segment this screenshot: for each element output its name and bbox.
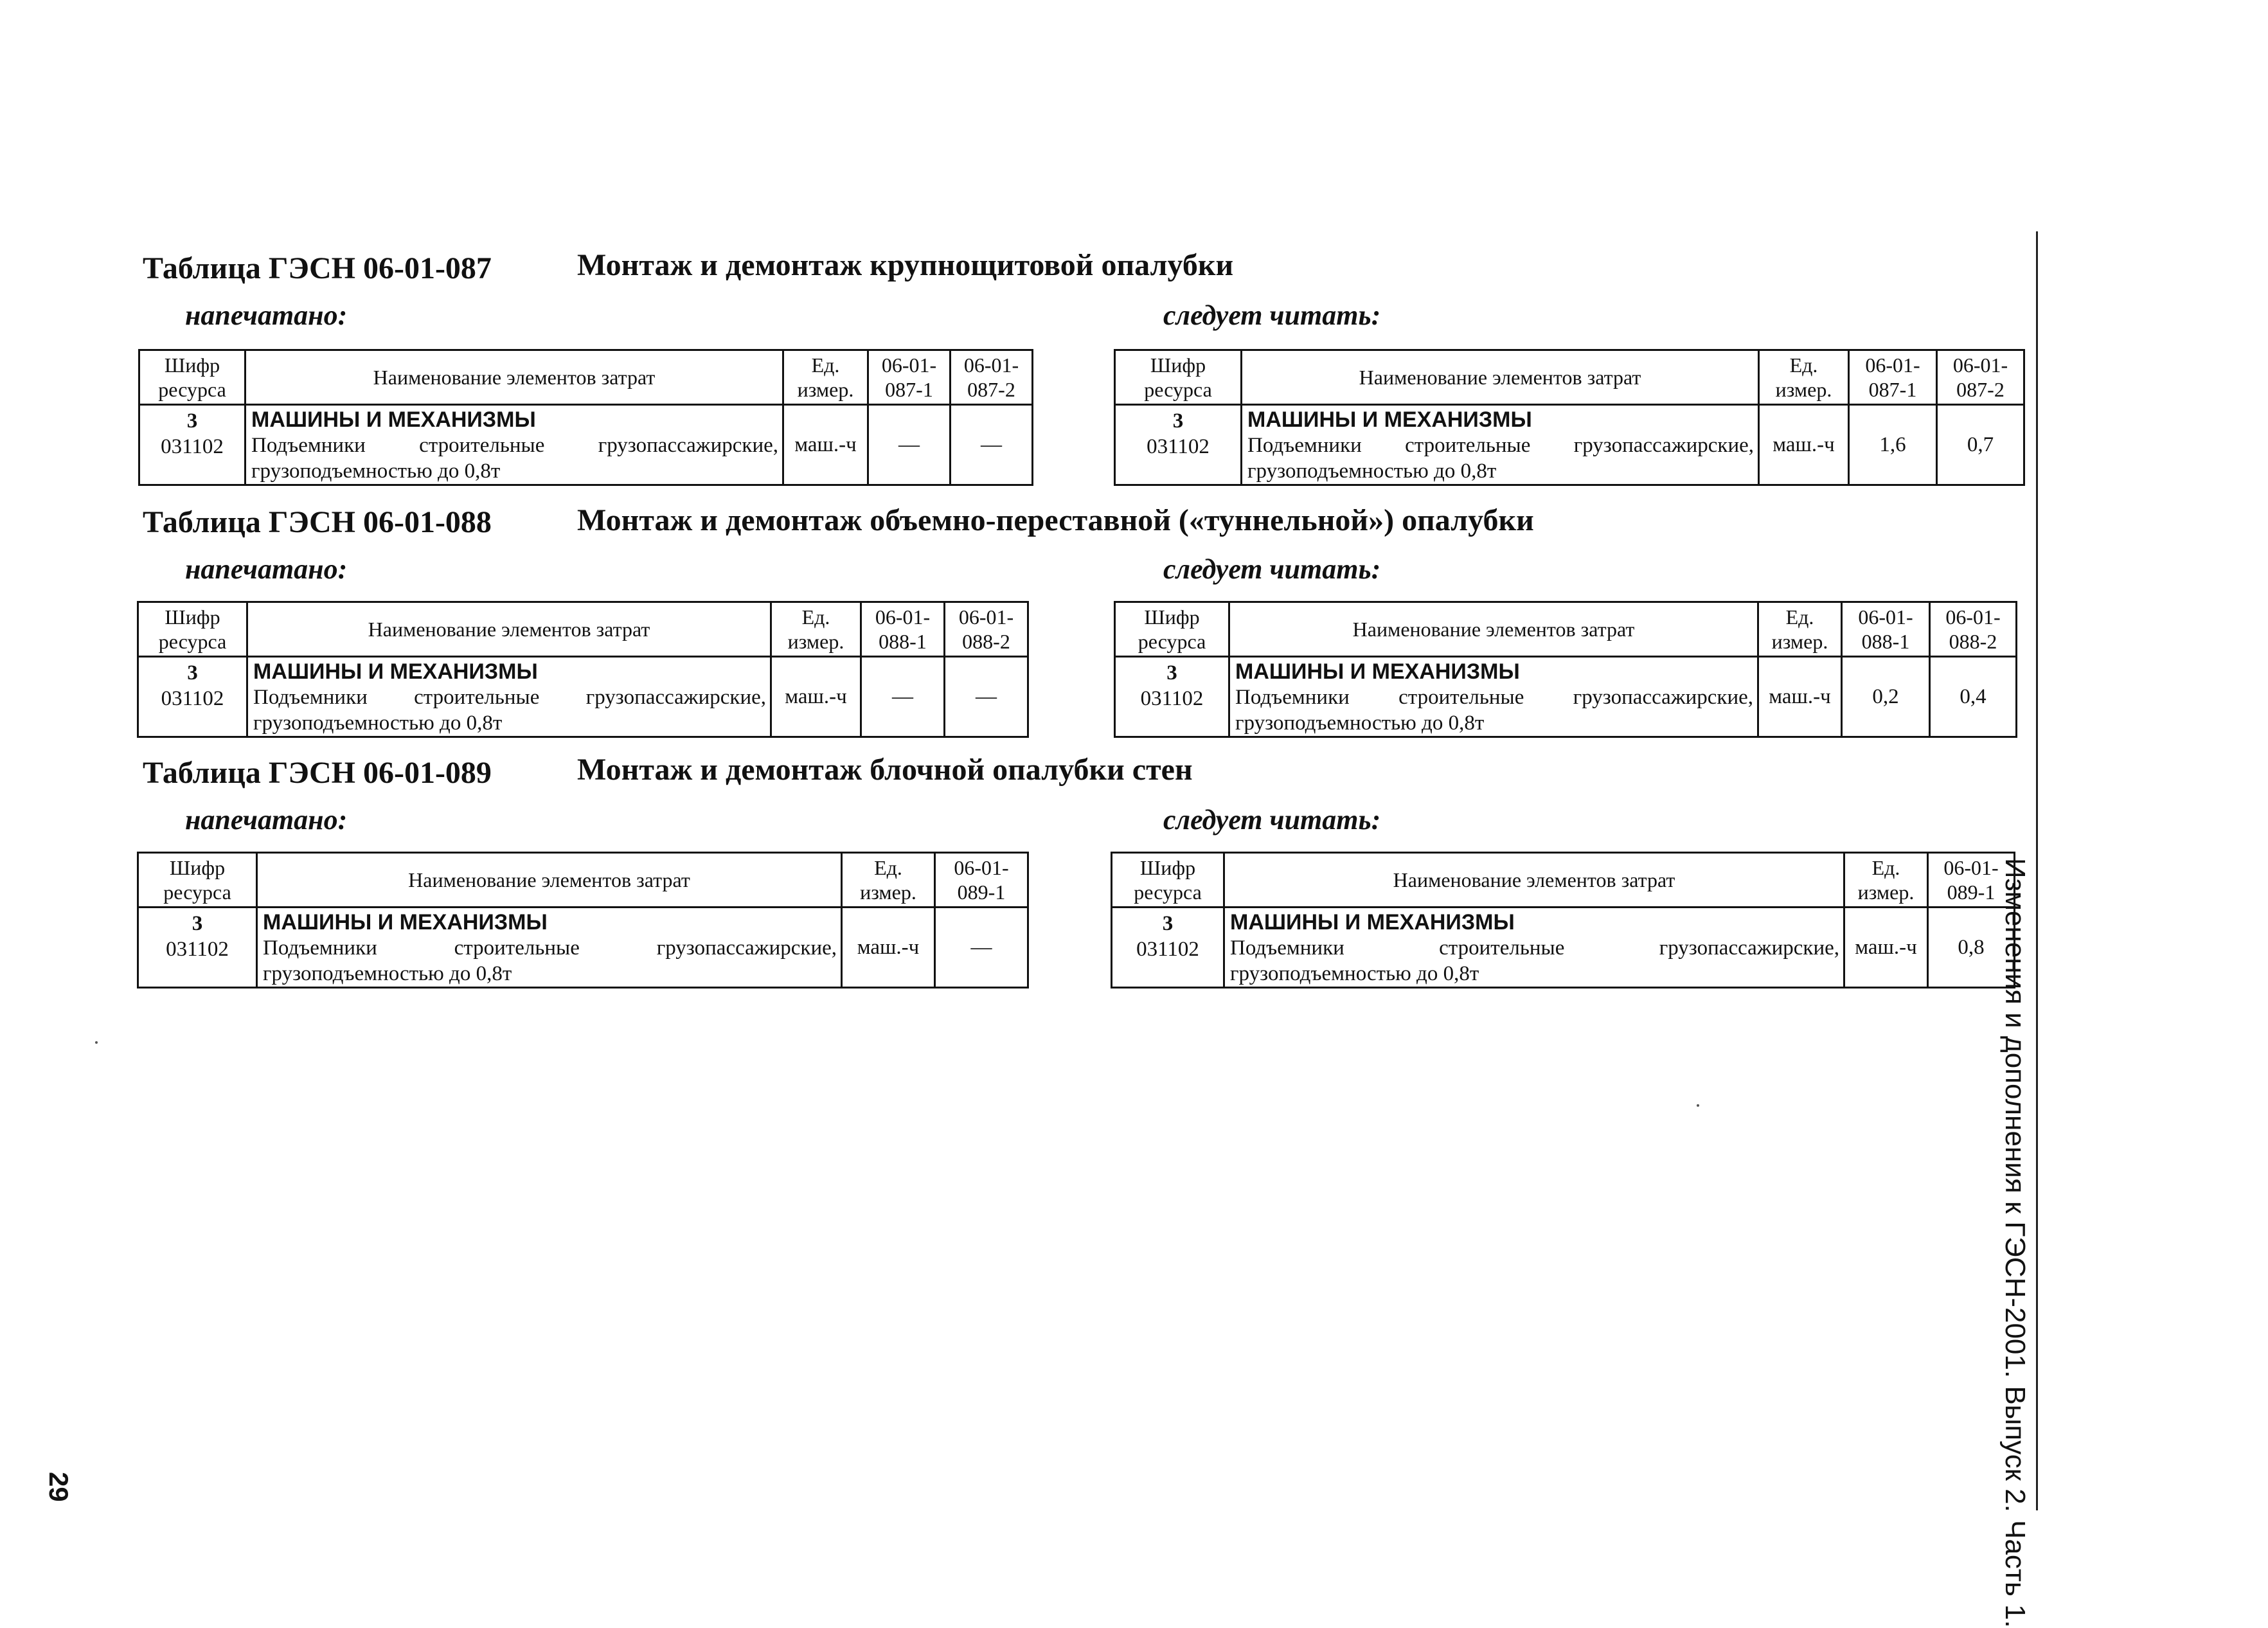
cipher-group: 3 (1166, 661, 1177, 684)
resource-group: МАШИНЫ И МЕХАНИЗМЫ (1235, 659, 1520, 684)
read-label: следует читать: (1163, 300, 1381, 331)
table-title: Монтаж и демонтаж блочной опалубки стен (577, 753, 1193, 787)
unit-cell: маш.-ч (1758, 657, 1842, 737)
header-name: Наименование элементов затрат (247, 602, 771, 657)
printed-label: напечатано: (185, 300, 348, 331)
value-cell: — (861, 657, 945, 737)
cipher-group: 3 (192, 912, 203, 935)
header-col-2: 06-01-087-2 (1937, 350, 2024, 405)
header-name: Наименование элементов затрат (1224, 853, 1844, 908)
printed-table (138, 349, 1033, 486)
resource-cell (247, 657, 771, 737)
resource-line-1: Подъемники строительные грузопассажирские, (253, 686, 766, 709)
corrected-table (1114, 349, 2025, 486)
unit-cell: маш.-ч (1759, 405, 1849, 485)
resource-line-1: Подъемники строительные грузопассажирские, (1235, 686, 1753, 709)
table-title: Монтаж и демонтаж крупнощитовой опалубки (577, 248, 1234, 282)
resource-group: МАШИНЫ И МЕХАНИЗМЫ (253, 659, 538, 684)
unit-cell: маш.-ч (842, 908, 935, 988)
resource-group: МАШИНЫ И МЕХАНИЗМЫ (251, 407, 536, 432)
header-col-2: 06-01-088-2 (945, 602, 1028, 657)
header-cipher: Шифр ресурса (138, 602, 247, 657)
value-cell: 0,2 (1842, 657, 1930, 737)
cipher-group: 3 (187, 661, 198, 684)
resource-line-2: грузоподъемностью до 0,8т (1235, 711, 1485, 735)
table-code: Таблица ГЭСН 06-01-088 (143, 505, 492, 539)
header-cipher: Шифр ресурса (138, 853, 257, 908)
resource-group: МАШИНЫ И МЕХАНИЗМЫ (263, 910, 548, 935)
corrected-table (1114, 601, 2017, 738)
value-cell: — (951, 405, 1033, 485)
resource-cell (257, 908, 842, 988)
cipher-group: 3 (1162, 912, 1174, 935)
unit-cell: маш.-ч (771, 657, 861, 737)
header-col-2: 06-01-087-2 (951, 350, 1033, 405)
cipher-cell (1112, 908, 1224, 988)
header-unit: Ед. измер. (1759, 350, 1849, 405)
printed-label: напечатано: (185, 804, 348, 836)
resource-line-2: грузоподъемностью до 0,8т (263, 962, 512, 985)
unit-cell: маш.-ч (1844, 908, 1928, 988)
read-label: следует читать: (1163, 804, 1381, 836)
corrected-table (1111, 852, 2015, 988)
header-col-1: 06-01-089-1 (1928, 853, 2015, 908)
header-name: Наименование элементов затрат (246, 350, 783, 405)
cipher-code: 031102 (1136, 938, 1199, 961)
table-code: Таблица ГЭСН 06-01-087 (143, 251, 492, 285)
value-cell: — (935, 908, 1028, 988)
cipher-cell (139, 405, 246, 485)
printed-label: напечатано: (185, 553, 348, 585)
table-title: Монтаж и демонтаж объемно-переставной («туннельной») опалубки (577, 503, 1534, 537)
resource-line-2: грузоподъемностью до 0,8т (1230, 962, 1479, 985)
resource-line-1: Подъемники строительные грузопассажирские, (1247, 434, 1754, 457)
header-cipher: Шифр ресурса (139, 350, 246, 405)
cipher-group: 3 (186, 409, 198, 433)
page-number-text: 29 (44, 1472, 74, 1502)
cipher-cell (138, 657, 247, 737)
value-cell: 1,6 (1849, 405, 1937, 485)
header-col-1: 06-01-089-1 (935, 853, 1028, 908)
header-unit: Ед. измер. (1758, 602, 1842, 657)
header-name: Наименование элементов затрат (257, 853, 842, 908)
side-caption-text: Изменения и дополнения к ГЭСН-2001. Выпуск 2. Часть 1. (1999, 858, 2031, 1628)
value-cell: — (868, 405, 951, 485)
header-unit: Ед. измер. (842, 853, 935, 908)
header-name: Наименование элементов затрат (1229, 602, 1758, 657)
resource-cell (246, 405, 783, 485)
cipher-code: 031102 (1147, 435, 1210, 458)
resource-line-2: грузоподъемностью до 0,8т (1247, 460, 1497, 483)
cipher-cell (1115, 657, 1229, 737)
scan-speck (1697, 1104, 1699, 1107)
header-name: Наименование элементов затрат (1242, 350, 1759, 405)
cipher-code: 031102 (161, 435, 224, 458)
header-col-1: 06-01-088-1 (861, 602, 945, 657)
resource-line-2: грузоподъемностью до 0,8т (251, 460, 501, 483)
resource-line-1: Подъемники строительные грузопассажирские, (1230, 936, 1839, 960)
resource-cell (1242, 405, 1759, 485)
unit-cell: маш.-ч (783, 405, 868, 485)
header-col-1: 06-01-087-1 (868, 350, 951, 405)
cipher-code: 031102 (1140, 687, 1204, 710)
resource-group: МАШИНЫ И МЕХАНИЗМЫ (1247, 407, 1532, 432)
header-col-1: 06-01-087-1 (1849, 350, 1937, 405)
cipher-group: 3 (1172, 409, 1184, 433)
printed-table (137, 852, 1029, 988)
header-unit: Ед. измер. (771, 602, 861, 657)
read-label: следует читать: (1163, 553, 1381, 585)
header-unit: Ед. измер. (783, 350, 868, 405)
printed-table (137, 601, 1029, 738)
header-col-1: 06-01-088-1 (1842, 602, 1930, 657)
cipher-code: 031102 (161, 687, 224, 710)
resource-group: МАШИНЫ И МЕХАНИЗМЫ (1230, 910, 1515, 935)
margin-rule (2036, 231, 2038, 1510)
resource-cell (1229, 657, 1758, 737)
header-cipher: Шифр ресурса (1112, 853, 1224, 908)
value-cell: 0,4 (1930, 657, 2017, 737)
cipher-cell (1115, 405, 1242, 485)
resource-line-1: Подъемники строительные грузопассажирские, (263, 936, 837, 960)
header-cipher: Шифр ресурса (1115, 350, 1242, 405)
cipher-code: 031102 (166, 938, 229, 961)
value-cell: 0,7 (1937, 405, 2024, 485)
cipher-cell (138, 908, 257, 988)
header-cipher: Шифр ресурса (1115, 602, 1229, 657)
value-cell: — (945, 657, 1028, 737)
value-cell: 0,8 (1928, 908, 2015, 988)
resource-line-2: грузоподъемностью до 0,8т (253, 711, 503, 735)
resource-line-1: Подъемники строительные грузопассажирские, (251, 434, 778, 457)
header-col-2: 06-01-088-2 (1930, 602, 2017, 657)
header-unit: Ед. измер. (1844, 853, 1928, 908)
resource-cell (1224, 908, 1844, 988)
scan-speck (95, 1041, 98, 1044)
table-code: Таблица ГЭСН 06-01-089 (143, 756, 492, 790)
